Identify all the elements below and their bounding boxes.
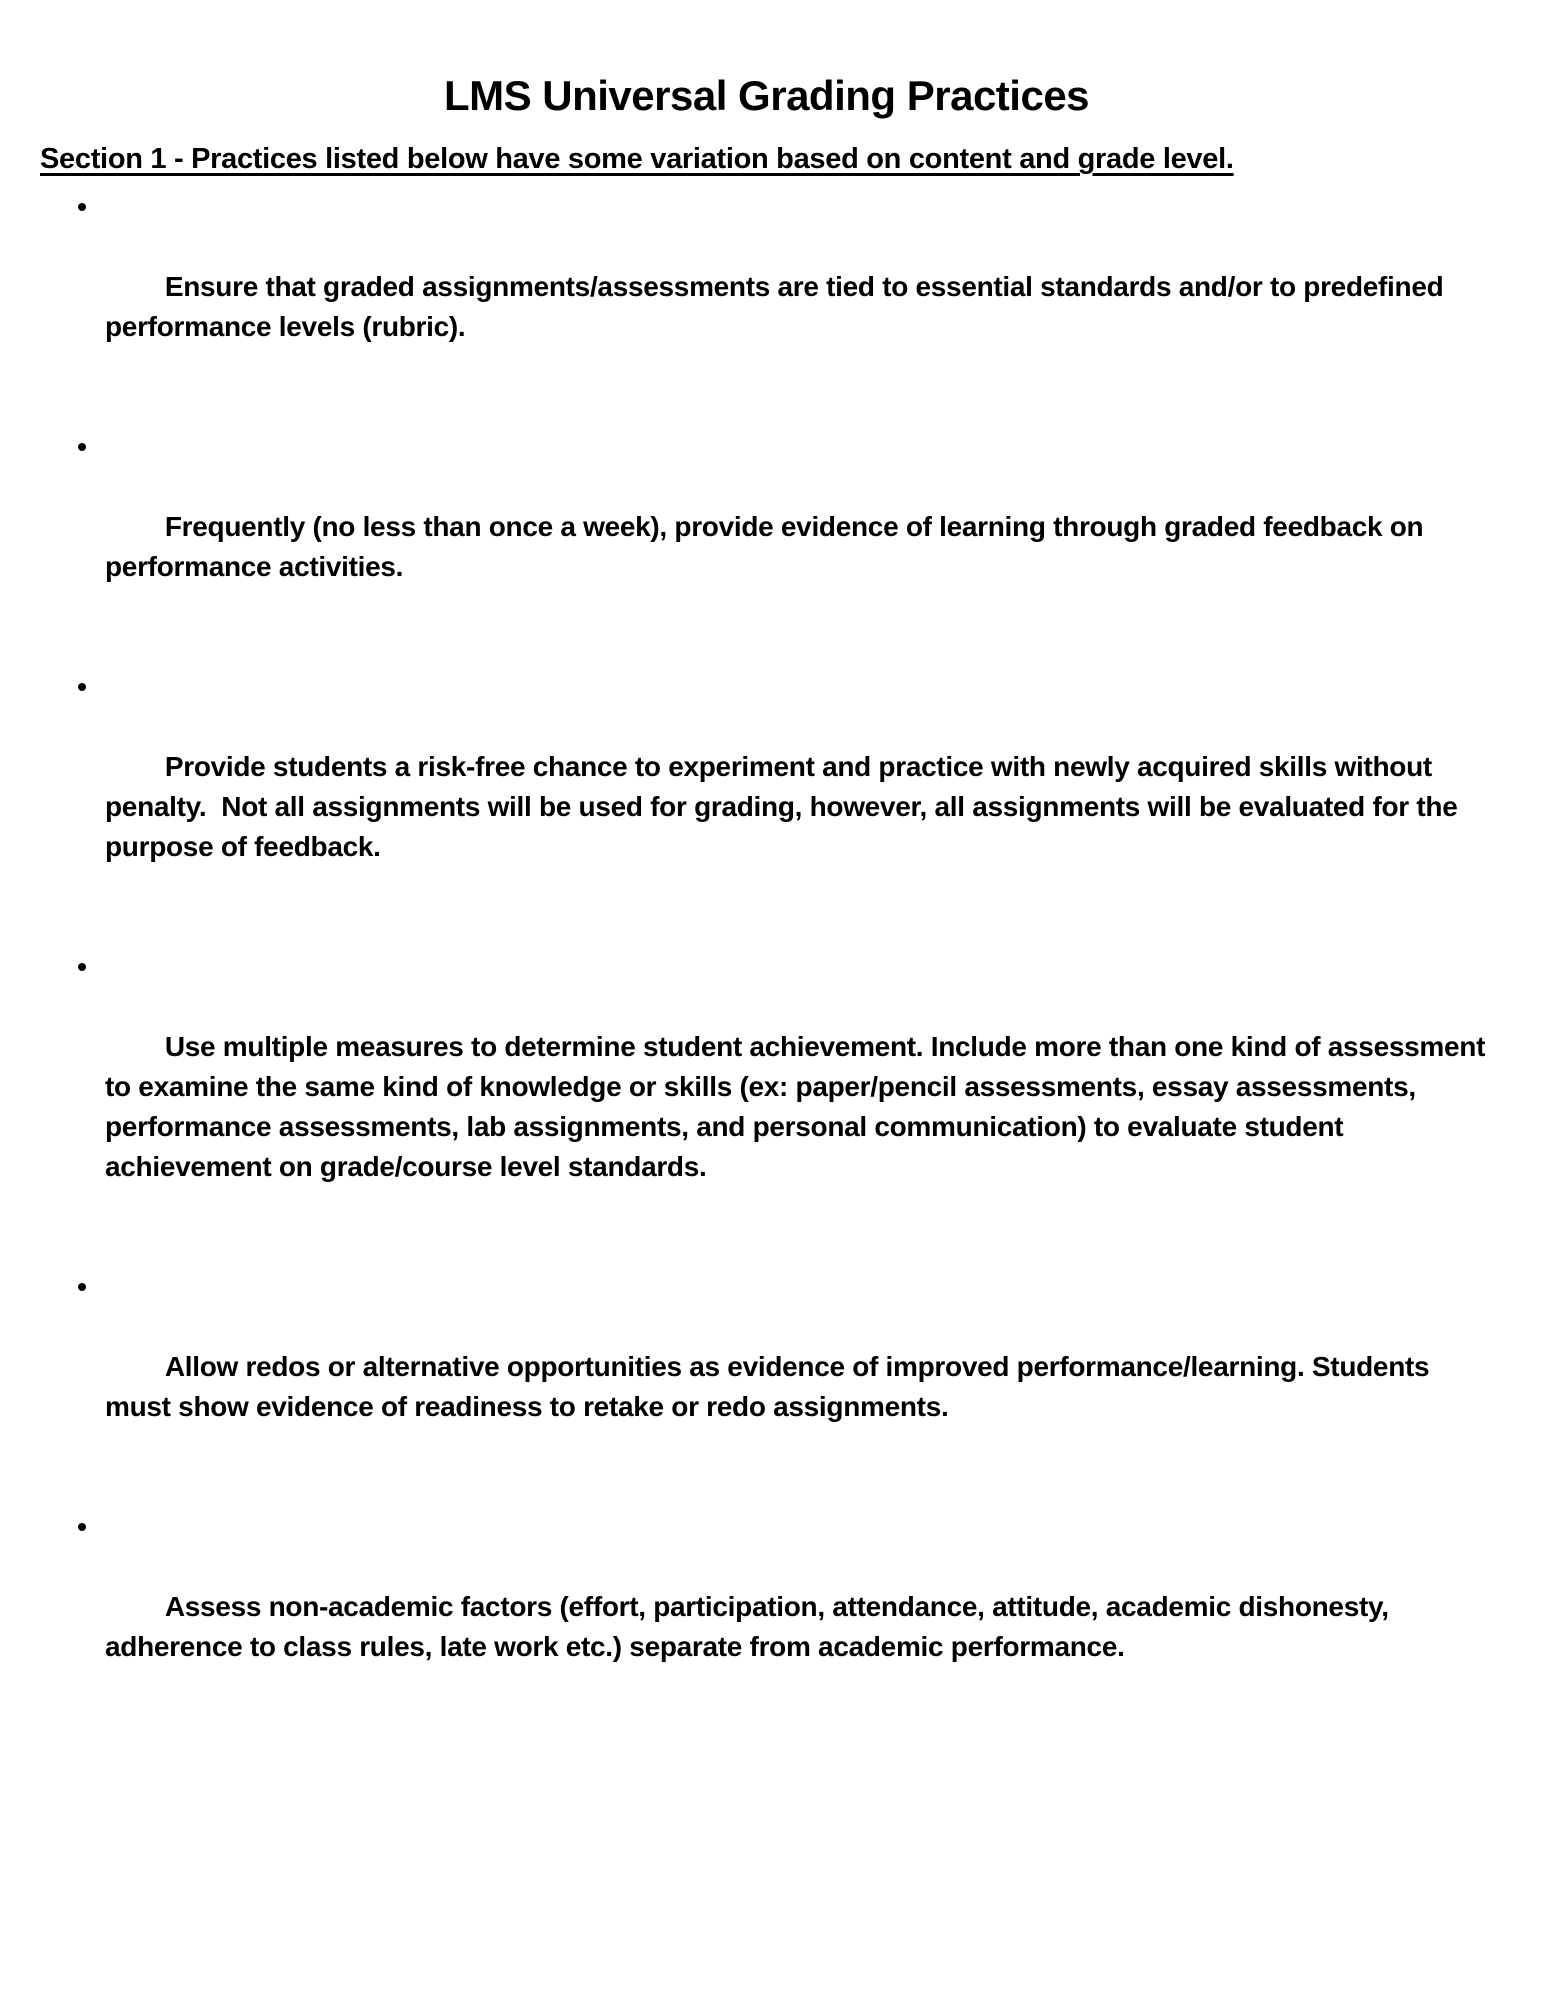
list-item-text: Use multiple measures to determine student achievement. Include more than one kind of assessment to examine the same kind of knowledge or skills (ex: paper/pencil assessments, essay assessments, performance assessments, lab assignments, and personal communication) to evaluate student achievement on grade/course level standards. <box>105 1031 1493 1183</box>
practices-list <box>40 187 1493 1707</box>
list-item-text: Frequently (no less than once a week), provide evidence of learning through graded feedback on performance activities. <box>105 511 1431 583</box>
list-item <box>40 1267 1493 1467</box>
list-item-text: Allow redos or alternative opportunities as evidence of improved performance/learning. Students must show evidence of readiness to retake or redo assignments. <box>105 1351 1437 1423</box>
list-item-text: Provide students a risk-free chance to experiment and practice with newly acquired skills without penalty. Not all assignments will be used for grading, however, all assignments will be evaluated for the purpose of feedback. <box>105 751 1465 863</box>
bullet-icon <box>78 203 86 211</box>
bullet-icon <box>78 963 86 971</box>
list-item <box>40 187 1493 387</box>
bullet-icon <box>78 1283 86 1291</box>
list-item <box>40 667 1493 907</box>
page-title: LMS Universal Grading Practices <box>443 72 1090 119</box>
bullet-icon <box>78 443 86 451</box>
bullet-icon <box>78 683 86 691</box>
list-item <box>40 427 1493 627</box>
list-item <box>40 1507 1493 1707</box>
bullet-icon <box>78 1523 86 1531</box>
list-item-text: Ensure that graded assignments/assessments are tied to essential standards and/or to predefined performance levels (rubric). <box>105 271 1451 343</box>
list-item-text: Assess non-academic factors (effort, participation, attendance, attitude, academic dishonesty, adherence to class rules, late work etc.) separate from academic performance. <box>105 1591 1397 1663</box>
list-item <box>40 947 1493 1227</box>
section-heading: Section 1 - Practices listed below have some variation based on content and grade level. <box>40 143 1234 176</box>
